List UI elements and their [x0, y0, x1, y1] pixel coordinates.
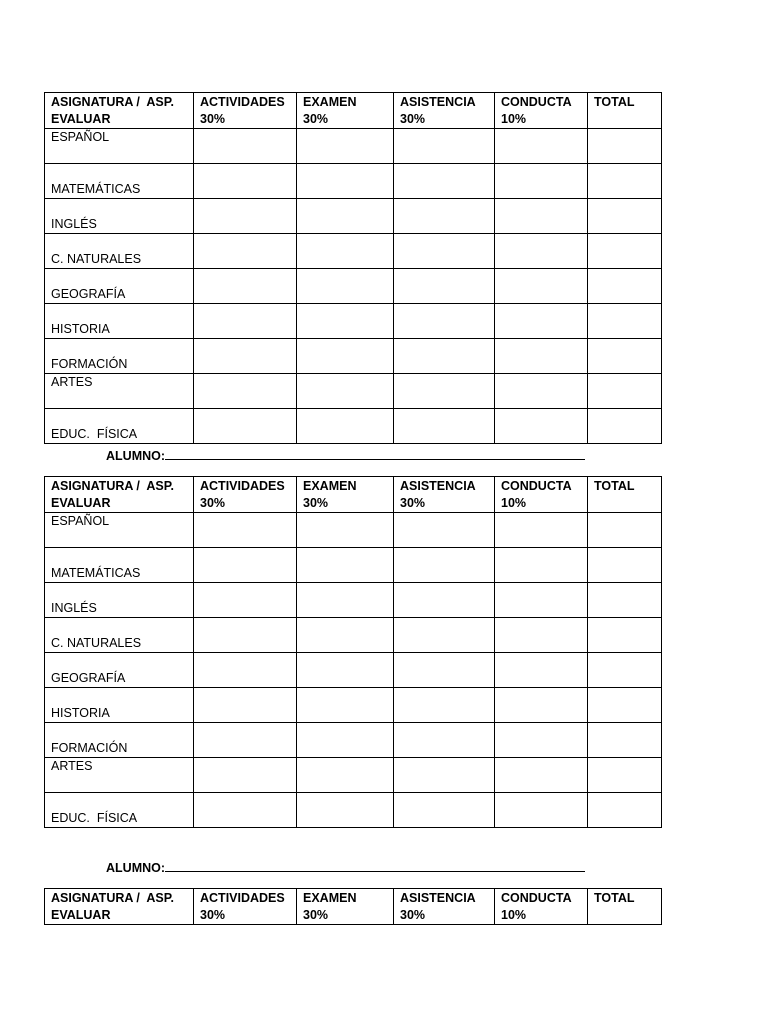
subject-cell: HISTORIA — [45, 688, 194, 723]
conduct-cell[interactable] — [495, 409, 588, 444]
header-exam: EXAMEN 30% — [297, 477, 394, 513]
attendance-cell[interactable] — [394, 234, 495, 269]
exam-cell[interactable] — [297, 339, 394, 374]
subject-cell: ESPAÑOL — [45, 129, 194, 164]
exam-cell[interactable] — [297, 129, 394, 164]
header-activities: ACTIVIDADES 30% — [194, 477, 297, 513]
attendance-cell[interactable] — [394, 758, 495, 793]
subject-cell: ARTES — [45, 758, 194, 793]
table-row — [45, 129, 662, 164]
table-row — [45, 339, 662, 374]
total-cell[interactable] — [588, 164, 662, 199]
subject-cell: FORMACIÓN — [45, 723, 194, 758]
header-conduct: CONDUCTA 10% — [495, 477, 588, 513]
total-cell[interactable] — [588, 339, 662, 374]
table-row — [45, 269, 662, 304]
header-total: TOTAL — [588, 477, 662, 513]
subject-cell: ESPAÑOL — [45, 513, 194, 548]
conduct-cell[interactable] — [495, 129, 588, 164]
header-total: TOTAL — [588, 93, 662, 129]
table-row — [45, 374, 662, 409]
exam-cell[interactable] — [297, 234, 394, 269]
header-conduct: CONDUCTA 10% — [495, 889, 588, 925]
subject-cell: MATEMÁTICAS — [45, 548, 194, 583]
table-row — [45, 688, 662, 723]
attendance-cell[interactable] — [394, 269, 495, 304]
total-cell[interactable] — [588, 758, 662, 793]
attendance-cell[interactable] — [394, 583, 495, 618]
table-row — [45, 164, 662, 199]
total-cell[interactable] — [588, 723, 662, 758]
header-attendance: ASISTENCIA 30% — [394, 477, 495, 513]
total-cell[interactable] — [588, 688, 662, 723]
attendance-cell[interactable] — [394, 618, 495, 653]
attendance-cell[interactable] — [394, 374, 495, 409]
grades-table-1 — [44, 92, 662, 444]
exam-cell[interactable] — [297, 513, 394, 548]
attendance-cell[interactable] — [394, 653, 495, 688]
subject-cell: FORMACIÓN — [45, 339, 194, 374]
table-row — [45, 513, 662, 548]
header-attendance: ASISTENCIA 30% — [394, 93, 495, 129]
table-header-row — [45, 93, 662, 129]
subject-cell: EDUC. FÍSICA — [45, 793, 194, 828]
conduct-cell[interactable] — [495, 304, 588, 339]
activities-cell[interactable] — [194, 269, 297, 304]
conduct-cell[interactable] — [495, 548, 588, 583]
exam-cell[interactable] — [297, 409, 394, 444]
activities-cell[interactable] — [194, 793, 297, 828]
total-cell[interactable] — [588, 374, 662, 409]
exam-cell[interactable] — [297, 304, 394, 339]
conduct-cell[interactable] — [495, 374, 588, 409]
subject-cell: C. NATURALES — [45, 234, 194, 269]
activities-cell[interactable] — [194, 618, 297, 653]
subject-cell: C. NATURALES — [45, 618, 194, 653]
activities-cell[interactable] — [194, 583, 297, 618]
exam-cell[interactable] — [297, 793, 394, 828]
activities-cell[interactable] — [194, 234, 297, 269]
attendance-cell[interactable] — [394, 164, 495, 199]
total-cell[interactable] — [588, 129, 662, 164]
attendance-cell[interactable] — [394, 199, 495, 234]
exam-cell[interactable] — [297, 583, 394, 618]
exam-cell[interactable] — [297, 269, 394, 304]
header-activities: ACTIVIDADES 30% — [194, 93, 297, 129]
conduct-cell[interactable] — [495, 269, 588, 304]
conduct-cell[interactable] — [495, 513, 588, 548]
attendance-cell[interactable] — [394, 793, 495, 828]
conduct-cell[interactable] — [495, 653, 588, 688]
header-conduct: CONDUCTA 10% — [495, 93, 588, 129]
activities-cell[interactable] — [194, 409, 297, 444]
conduct-cell[interactable] — [495, 339, 588, 374]
table-row — [45, 199, 662, 234]
conduct-cell[interactable] — [495, 618, 588, 653]
exam-cell[interactable] — [297, 758, 394, 793]
table-header-row — [45, 889, 662, 925]
header-exam: EXAMEN 30% — [297, 889, 394, 925]
activities-cell[interactable] — [194, 374, 297, 409]
total-cell[interactable] — [588, 199, 662, 234]
activities-cell[interactable] — [194, 304, 297, 339]
attendance-cell[interactable] — [394, 548, 495, 583]
student-label: ALUMNO: — [106, 449, 166, 463]
total-cell[interactable] — [588, 304, 662, 339]
subject-cell: GEOGRAFÍA — [45, 269, 194, 304]
total-cell[interactable] — [588, 234, 662, 269]
exam-cell[interactable] — [297, 723, 394, 758]
activities-cell[interactable] — [194, 548, 297, 583]
header-subject: ASIGNATURA / ASP. EVALUAR — [45, 477, 194, 513]
exam-cell[interactable] — [297, 618, 394, 653]
total-cell[interactable] — [588, 618, 662, 653]
subject-cell: MATEMÁTICAS — [45, 164, 194, 199]
student-name-underline[interactable] — [165, 448, 585, 460]
conduct-cell[interactable] — [495, 583, 588, 618]
exam-cell[interactable] — [297, 548, 394, 583]
subject-cell: ARTES — [45, 374, 194, 409]
student-name-line[interactable] — [106, 860, 585, 875]
activities-cell[interactable] — [194, 199, 297, 234]
header-subject: ASIGNATURA / ASP. EVALUAR — [45, 93, 194, 129]
attendance-cell[interactable] — [394, 513, 495, 548]
attendance-cell[interactable] — [394, 129, 495, 164]
table-row — [45, 548, 662, 583]
table-row — [45, 723, 662, 758]
conduct-cell[interactable] — [495, 793, 588, 828]
grades-table-3 — [44, 888, 662, 925]
activities-cell[interactable] — [194, 723, 297, 758]
header-exam: EXAMEN 30% — [297, 93, 394, 129]
header-attendance: ASISTENCIA 30% — [394, 889, 495, 925]
table-row — [45, 304, 662, 339]
exam-cell[interactable] — [297, 653, 394, 688]
attendance-cell[interactable] — [394, 304, 495, 339]
student-name-line[interactable] — [106, 448, 585, 463]
header-total: TOTAL — [588, 889, 662, 925]
total-cell[interactable] — [588, 793, 662, 828]
activities-cell[interactable] — [194, 164, 297, 199]
subject-cell: INGLÉS — [45, 199, 194, 234]
conduct-cell[interactable] — [495, 758, 588, 793]
table-row — [45, 758, 662, 793]
conduct-cell[interactable] — [495, 688, 588, 723]
total-cell[interactable] — [588, 548, 662, 583]
activities-cell[interactable] — [194, 758, 297, 793]
table-row — [45, 793, 662, 828]
table-row — [45, 653, 662, 688]
attendance-cell[interactable] — [394, 409, 495, 444]
total-cell[interactable] — [588, 653, 662, 688]
exam-cell[interactable] — [297, 164, 394, 199]
activities-cell[interactable] — [194, 129, 297, 164]
table-row — [45, 409, 662, 444]
subject-cell: GEOGRAFÍA — [45, 653, 194, 688]
attendance-cell[interactable] — [394, 688, 495, 723]
activities-cell[interactable] — [194, 653, 297, 688]
exam-cell[interactable] — [297, 199, 394, 234]
grades-table-2 — [44, 476, 662, 828]
subject-cell: HISTORIA — [45, 304, 194, 339]
header-subject: ASIGNATURA / ASP. EVALUAR — [45, 889, 194, 925]
conduct-cell[interactable] — [495, 164, 588, 199]
attendance-cell[interactable] — [394, 339, 495, 374]
activities-cell[interactable] — [194, 339, 297, 374]
activities-cell[interactable] — [194, 513, 297, 548]
total-cell[interactable] — [588, 513, 662, 548]
total-cell[interactable] — [588, 269, 662, 304]
conduct-cell[interactable] — [495, 199, 588, 234]
table-row — [45, 618, 662, 653]
exam-cell[interactable] — [297, 374, 394, 409]
table-row — [45, 234, 662, 269]
total-cell[interactable] — [588, 409, 662, 444]
activities-cell[interactable] — [194, 688, 297, 723]
subject-cell: INGLÉS — [45, 583, 194, 618]
attendance-cell[interactable] — [394, 723, 495, 758]
table-row — [45, 583, 662, 618]
student-label: ALUMNO: — [106, 861, 166, 875]
student-name-underline[interactable] — [165, 860, 585, 872]
table-header-row — [45, 477, 662, 513]
total-cell[interactable] — [588, 583, 662, 618]
subject-cell: EDUC. FÍSICA — [45, 409, 194, 444]
conduct-cell[interactable] — [495, 723, 588, 758]
header-activities: ACTIVIDADES 30% — [194, 889, 297, 925]
conduct-cell[interactable] — [495, 234, 588, 269]
exam-cell[interactable] — [297, 688, 394, 723]
